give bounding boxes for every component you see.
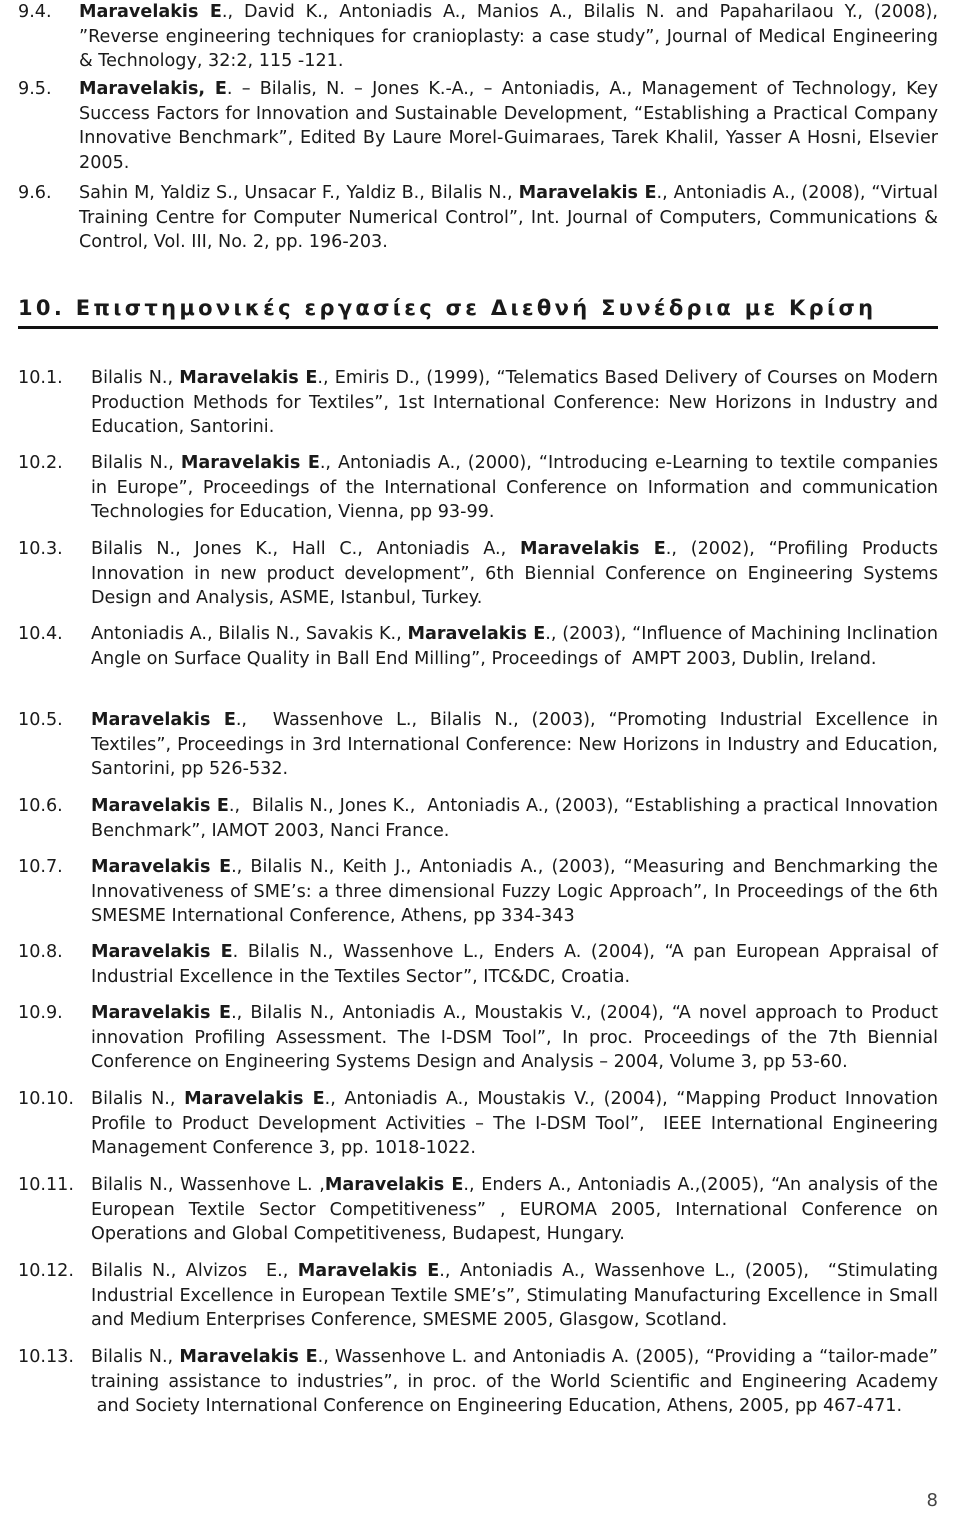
entry-number: 10.3. <box>18 539 63 559</box>
entry-text: Bilalis N., Alvizos E., Maravelakis E., Antoniadis A., Wassenhove L., (2005), “Stimulating Industrial Excellence in European Textile SME’s”, Stimulating Manufacturing Excellence in Small and Medium Enterprises Conference, SMESME 2005, Glasgow, Scotland. <box>91 1261 938 1331</box>
entry-text: Maravelakis E., Bilalis N., Keith J., Antoniadis A., (2003), “Measuring and Benchmarking the Innovativeness of SME’s: a three dimensional Fuzzy Logic Approach”, In Proceedings of the 6th SMESME International Conference, Athens, pp 334-343 <box>91 857 938 927</box>
entry-number: 10.8. <box>18 942 63 962</box>
entry-number: 10.6. <box>18 796 63 816</box>
entry-number: 10.5. <box>18 710 63 730</box>
entry-text: Maravelakis E., Bilalis N., Jones K., Antoniadis A., (2003), “Establishing a practical Innovation Benchmark”, IAMOT 2003, Nanci France. <box>91 796 938 841</box>
entry-text: Maravelakis E., David K., Antoniadis A., Manios A., Bilalis N. and Papaharilaou Y., (2008), ”Reverse engineering techniques for cranioplasty: a case study”, Journal of Medical Engineering & Technology, 32:2, 115 -121. <box>79 2 938 72</box>
entry-number: 9.4. <box>18 2 52 22</box>
entry-text: Antoniadis A., Bilalis N., Savakis K., Maravelakis E., (2003), “Influence of Machining Inclination Angle on Surface Quality in Ball End Milling”, Proceedings of AMPT 2003, Dublin, Ireland. <box>91 624 938 669</box>
entry-text: Maravelakis E. Bilalis N., Wassenhove L., Enders A. (2004), “A pan European Appraisal of Industrial Excellence in the Textiles Sector”, ITC&DC, Croatia. <box>91 942 938 987</box>
entry-number: 10.13. <box>18 1347 74 1367</box>
entry-text: Maravelakis, E. – Bilalis, N. – Jones K.-A., – Antoniadis, A., Management of Technology, Key Success Factors for Innovation and Sustainable Development, “Establishing a Practical Company Innovative Benchmark”, Edited By Laure Morel-Guimaraes, Tarek Khalil, Yasser A Hosni, Elsevier 2005. <box>79 79 938 173</box>
entry-text: Bilalis N., Wassenhove L. ,Maravelakis E., Enders A., Antoniadis A.,(2005), “An analysis of the European Textile Sector Competitiveness” , EUROMA 2005, International Conference on Operations and Global Competitiveness, Budapest, Hungary. <box>91 1175 938 1245</box>
entry-number: 9.6. <box>18 183 52 203</box>
entry-number: 9.5. <box>18 79 52 99</box>
entry-number: 10.2. <box>18 453 63 473</box>
entry-text: Sahin M, Yaldiz S., Unsacar F., Yaldiz B., Bilalis N., Maravelakis E., Antoniadis A., (2008), “Virtual Training Centre for Computer Numerical Control”, Int. Journal of Computers, Communications & Control, Vol. III, No. 2, pp. 196-203. <box>79 183 938 253</box>
entry-number: 10.11. <box>18 1175 74 1195</box>
entry-text: Bilalis N., Maravelakis E., Wassenhove L. and Antoniadis A. (2005), “Providing a “tailor-made” training assistance to industries”, in proc. of the World Scientific and Engineering Academy and Society International Conference on Engineering Education, Athens, 2005, pp 467-471. <box>91 1347 938 1417</box>
entry-number: 10.4. <box>18 624 63 644</box>
entry-text: Maravelakis E., Wassenhove L., Bilalis N., (2003), “Promoting Industrial Excellence in Textiles”, Proceedings in 3rd International Conference: New Horizons in Industry and Education, Santorini, pp 526-532. <box>91 710 938 780</box>
entry-text: Bilalis N., Jones K., Hall C., Antoniadis A., Maravelakis E., (2002), “Profiling Products Innovation in new product development”, 6th Biennial Conference on Engineering Systems Design and Analysis, ASME, Istanbul, Turkey. <box>91 539 938 609</box>
entry-number: 10.7. <box>18 857 63 877</box>
entry-text: Maravelakis E., Bilalis N., Antoniadis A., Moustakis V., (2004), “A novel approach to Product innovation Profiling Assessment. The I-DSM Tool”, In proc. Proceedings of the 7th Biennial Conference on Engineering Systems Design and Analysis – 2004, Volume 3, pp 53-60. <box>91 1003 938 1073</box>
entry-number: 10.9. <box>18 1003 63 1023</box>
entry-number: 10.10. <box>18 1089 74 1109</box>
entry-number: 10.1. <box>18 368 63 388</box>
entry-number: 10.12. <box>18 1261 74 1281</box>
entry-text: Bilalis N., Maravelakis E., Antoniadis A., Moustakis V., (2004), “Mapping Product Innovation Profile to Product Development Activities – The I-DSM Tool”, IEEE International Engineering Management Conference 3, pp. 1018-1022. <box>91 1089 938 1159</box>
entry-text: Bilalis N., Maravelakis E., Antoniadis A., (2000), “Introducing e-Learning to textile companies in Europe”, Proceedings of the International Conference on Information and communication Technologies for Education, Vienna, pp 93-99. <box>91 453 938 523</box>
page-number: 8 <box>926 1490 938 1511</box>
section-10-heading: 10. Επιστημονικές εργασίες σε Διεθνή Συνέδρια με Κρίση <box>18 293 938 329</box>
entry-text: Bilalis N., Maravelakis E., Emiris D., (1999), “Telematics Based Delivery of Courses on Modern Production Methods for Textiles”, 1st International Conference: New Horizons in Industry and Education, Santorini. <box>91 368 938 438</box>
